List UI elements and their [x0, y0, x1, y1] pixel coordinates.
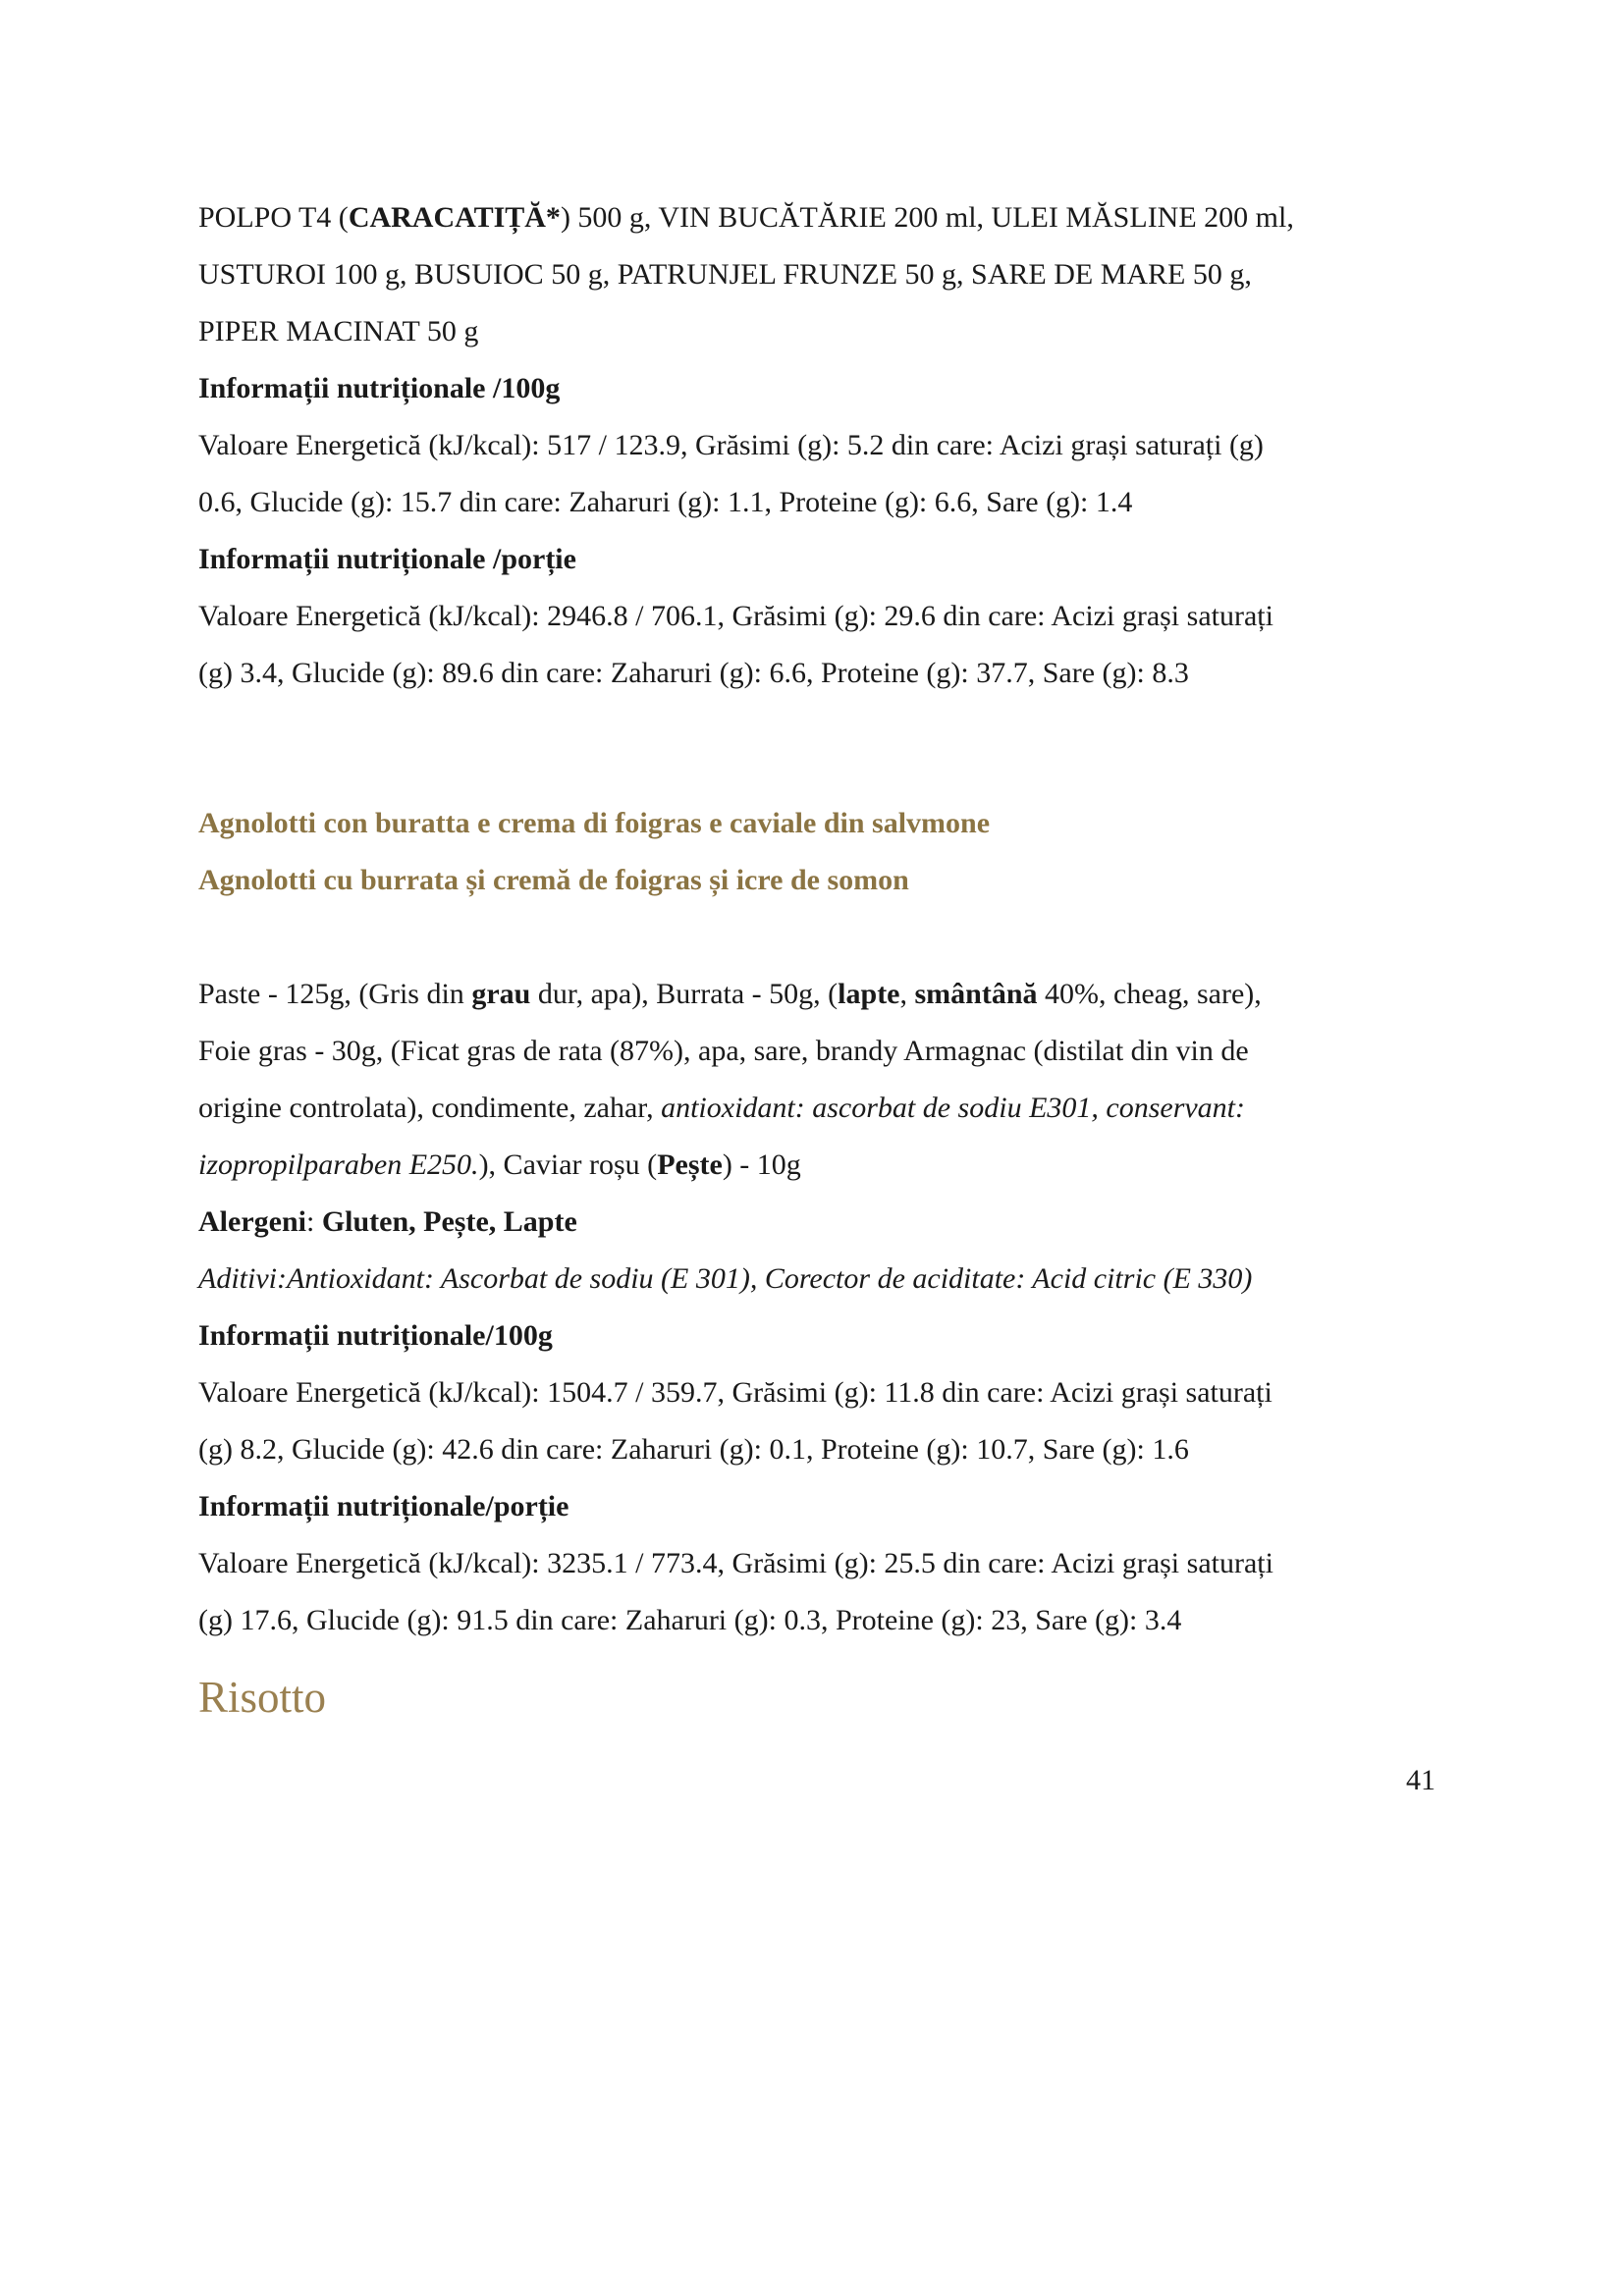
dish1-nutrition-portion-label: Informații nutriționale /porție	[198, 543, 576, 575]
dish2-additives: Aditivi:Antioxidant: Ascorbat de sodiu (E 301), Corector de aciditate: Acid citric (E 330)	[198, 1262, 1253, 1295]
italic-text: antioxidant: ascorbat de sodiu E301, conservant:	[661, 1092, 1246, 1124]
text: origine controlata), condimente, zahar,	[198, 1092, 662, 1124]
dish1-ingredients-line-1	[198, 189, 1294, 246]
dish1-nutrition-portion-line-1: Valoare Energetică (kJ/kcal): 2946.8 / 706.1, Grăsimi (g): 29.6 din care: Acizi grași saturați	[198, 600, 1273, 632]
text: Paste - 125g, (Gris din	[198, 978, 472, 1010]
text: ,	[899, 978, 915, 1010]
text: dur, apa), Burrata - 50g, (	[530, 978, 839, 1010]
dish2-nutrition-portion-label: Informații nutriționale/porție	[198, 1490, 569, 1522]
allergen-highlight: Pește	[657, 1148, 723, 1181]
allergen-highlight: CARACATIȚĂ*	[348, 201, 561, 234]
dish2-ingredients-line-3	[198, 1080, 1245, 1137]
dish1-nutrition-portion-line-2: (g) 3.4, Glucide (g): 89.6 din care: Zaharuri (g): 6.6, Proteine (g): 37.7, Sare (g): 8.3	[198, 657, 1189, 689]
dish2-ingredients-line-1	[198, 966, 1262, 1023]
dish2-ingredients-line-4	[198, 1137, 801, 1194]
dish2-nutrition-portion-line-1: Valoare Energetică (kJ/kcal): 3235.1 / 773.4, Grăsimi (g): 25.5 din care: Acizi grași saturați	[198, 1547, 1273, 1579]
text: ), Caviar roșu (	[478, 1148, 658, 1181]
allergens-value: Gluten, Pește, Lapte	[321, 1205, 577, 1238]
italic-text: izopropilparaben E250.	[198, 1148, 479, 1181]
dish2-title-italian: Agnolotti con buratta e crema di foigras e caviale din salvmone	[198, 807, 991, 839]
section-heading: Risotto	[198, 1673, 327, 1722]
dish2-nutrition-100g-line-1: Valoare Energetică (kJ/kcal): 1504.7 / 359.7, Grăsimi (g): 11.8 din care: Acizi grași saturați	[198, 1376, 1272, 1409]
page-number: 41	[1406, 1764, 1435, 1796]
allergen-highlight: smântână	[914, 978, 1038, 1010]
dish2-allergens	[198, 1194, 577, 1251]
dish1-nutrition-100g-label: Informații nutriționale /100g	[198, 372, 561, 404]
text: :	[305, 1205, 322, 1238]
dish1-ingredients-line-2: USTUROI 100 g, BUSUIOC 50 g, PATRUNJEL FRUNZE 50 g, SARE DE MARE 50 g,	[198, 258, 1252, 291]
allergen-highlight: grau	[471, 978, 531, 1010]
text: ) 500 g, VIN BUCĂTĂRIE 200 ml, ULEI MĂSLINE 200 ml,	[560, 201, 1294, 234]
dish2-nutrition-100g-line-2: (g) 8.2, Glucide (g): 42.6 din care: Zaharuri (g): 0.1, Proteine (g): 10.7, Sare (g): 1.6	[198, 1433, 1189, 1466]
dish1-ingredients-line-3: PIPER MACINAT 50 g	[198, 315, 479, 347]
text: ) - 10g	[722, 1148, 801, 1181]
allergen-highlight: lapte	[838, 978, 900, 1010]
dish2-title-romanian: Agnolotti cu burrata și cremă de foigras și icre de somon	[198, 864, 909, 896]
dish2-nutrition-portion-line-2: (g) 17.6, Glucide (g): 91.5 din care: Zaharuri (g): 0.3, Proteine (g): 23, Sare (g): 3.4	[198, 1604, 1182, 1636]
dish1-nutrition-100g-line-1: Valoare Energetică (kJ/kcal): 517 / 123.9, Grăsimi (g): 5.2 din care: Acizi grași saturați (g)	[198, 429, 1264, 461]
text: POLPO T4 (	[198, 201, 349, 234]
dish2-nutrition-100g-label: Informații nutriționale/100g	[198, 1319, 553, 1352]
text: 40%, cheag, sare),	[1037, 978, 1262, 1010]
dish2-ingredients-line-2: Foie gras - 30g, (Ficat gras de rata (87%), apa, sare, brandy Armagnac (distilat din vin de	[198, 1035, 1249, 1067]
dish1-nutrition-100g-line-2: 0.6, Glucide (g): 15.7 din care: Zaharuri (g): 1.1, Proteine (g): 6.6, Sare (g): 1.4	[198, 486, 1133, 518]
allergens-label: Alergeni	[198, 1205, 306, 1238]
